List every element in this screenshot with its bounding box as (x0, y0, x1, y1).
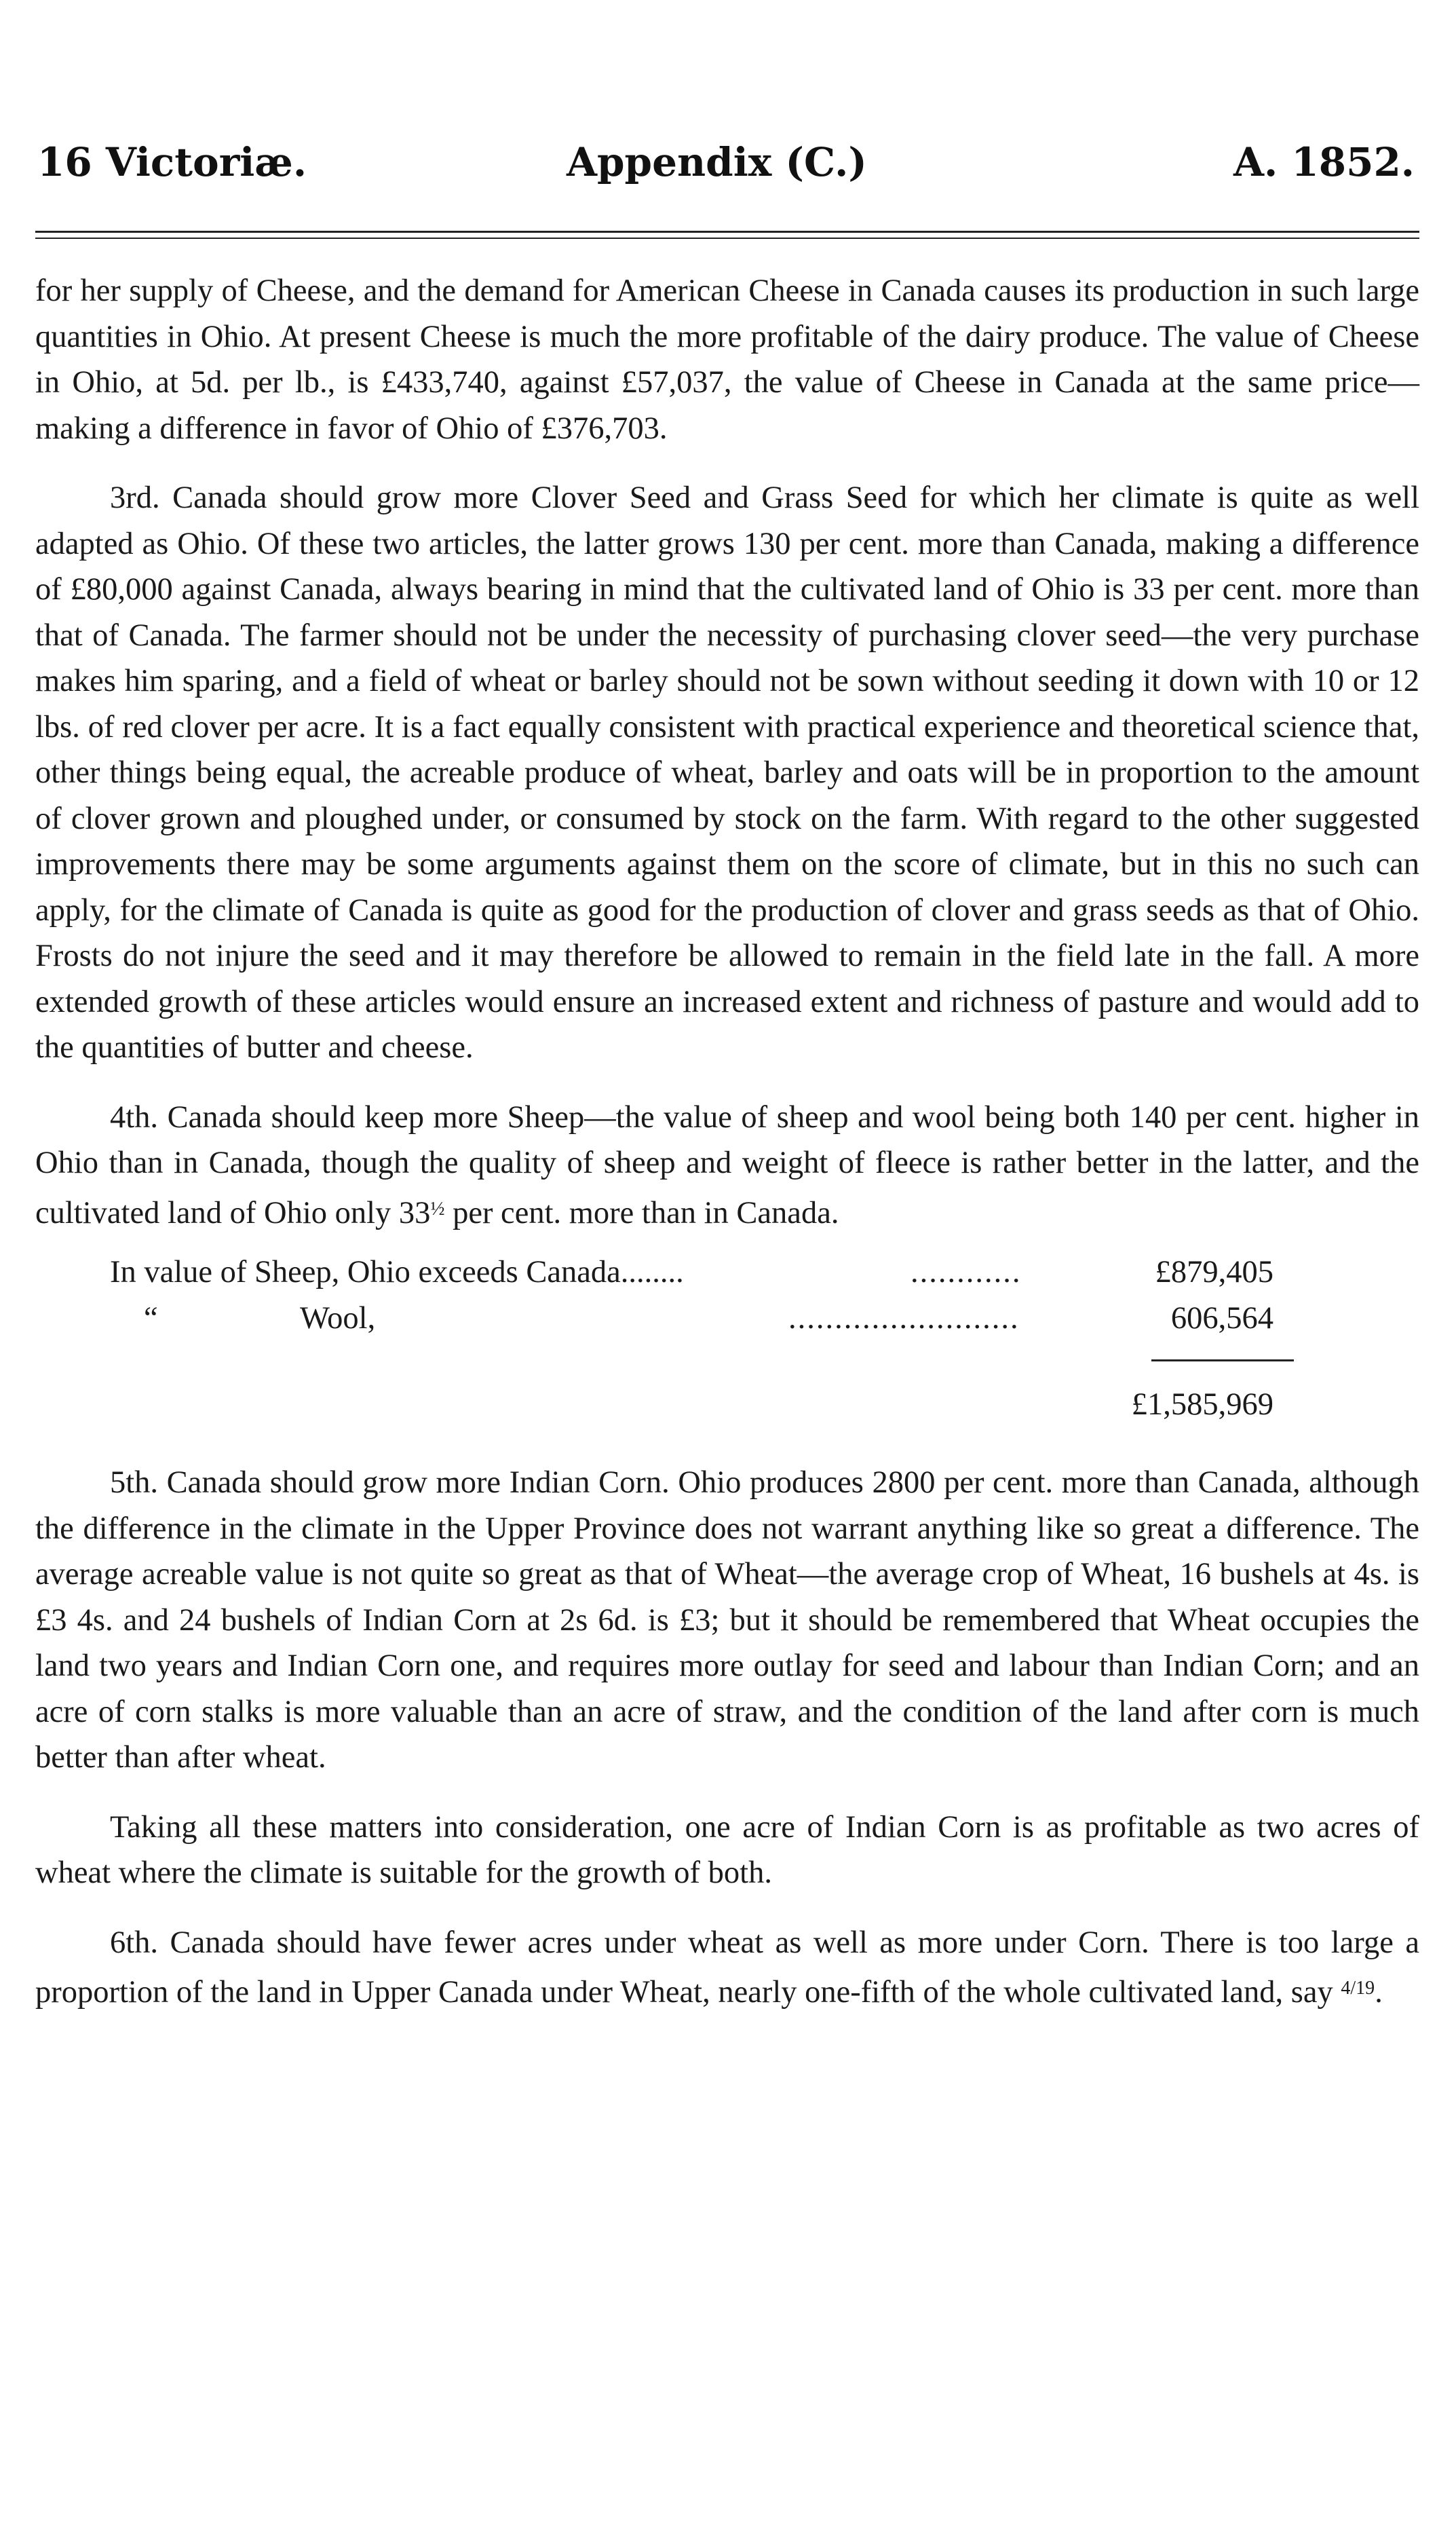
paragraph-sheep (35, 1095, 1419, 1237)
paragraph-cheese: for her supply of Cheese, and the demand for American Cheese in Canada causes its production in such large quantities in Ohio. At present Cheese is much the more profitable of the dairy produce. The value of Cheese in Ohio, at 5d. per lb., is £433,740, against £57,037, the value of Cheese in Canada at the same price—making a difference in favor of Ohio of £376,703. (35, 274, 1419, 446)
paragraph-sheep-text: 4th. Canada should keep more Sheep—the value of sheep and wool being both 140 per cent. higher in Ohio than in Canada, though the quality of sheep and weight of fleece is rather better in the latter, and the cultivated land of Ohio only 33 (35, 1099, 1419, 1230)
table-row-wool-label: Wool, (300, 1301, 376, 1336)
paragraph-indian-corn: 5th. Canada should grow more Indian Corn. Ohio produces 2800 per cent. more than Canada, although the difference in the climate in the Upper Province does not warrant anything like so great a difference. The average acreable value is not quite so great as that of Wheat—the average crop of Wheat, 16 bushels at 4s. is £3 4s. and 24 bushels of Indian Corn at 2s 6d. is £3; but it should be remembered that Wheat occupies the land two years and Indian Corn one, and requires more outlay for seed and labour than Indian Corn; and an acre of corn stalks is more valuable than an acre of straw, and the condition of the land after corn is much better than after wheat. (35, 1465, 1419, 1775)
paragraph-clover-seed: 3rd. Canada should grow more Clover Seed and Grass Seed for which her climate is quite as well adapted as Ohio. Of these two articles, the latter grows 130 per cent. more than Canada, making a difference of £80,000 against Canada, always bearing in mind that the cultivated land of Ohio is 33 per cent. more than that of Canada. The farmer should not be under the necessity of purchasing clover seed—the very purchase makes him sparing, and a field of wheat or barley should not be sown without seeding it down with 10 or 12 lbs. of red clover per acre. It is a fact equally consistent with practical experience and theoretical science that, other things being equal, the acreable produce of wheat, barley and oats will be in proportion to the amount of clover grown and ploughed under, or consumed by stock on the farm. With regard to the other suggested improvements there may be some arguments against them on the score of climate, but in this no such can apply, for the climate of Canada is quite as good for the production of clover and grass seeds as that of Ohio. Frosts do not injure the seed and it may therefore be allowed to remain in the field late in the fall. A more extended growth of these articles would ensure an increased extent and richness of pasture and would add to the quantities of butter and cheese. (35, 481, 1419, 1065)
table-row-sheep-value: £879,405 (1155, 1255, 1273, 1289)
header-year: A. 1852. (1233, 139, 1415, 185)
paragraph-wheat-text: 6th. Canada should have fewer acres under wheat as well as more under Corn. There is too large a proportion of the land in Upper Canada under Wheat, nearly one-fifth of the whole cultivated land, say (35, 1925, 1419, 2010)
table-ditto-mark: “ (144, 1301, 158, 1336)
table-row-wool-value: 606,564 (1170, 1301, 1273, 1336)
table-total-value: £1,585,969 (1131, 1387, 1273, 1422)
header-session: 16 Victoriæ. (37, 139, 307, 185)
table-sum-rule (1151, 1359, 1294, 1361)
header-appendix: Appendix (C.) (567, 139, 867, 185)
paragraph-wheat-tail: . (1375, 1975, 1383, 2010)
table-row-sheep-label: In value of Sheep, Ohio exceeds Canada........ (110, 1255, 684, 1289)
paragraph-sheep-tail: per cent. more than in Canada. (444, 1195, 839, 1230)
header-rule-top (35, 231, 1419, 233)
body-text (35, 268, 1419, 2016)
header-rule-bottom (35, 238, 1419, 239)
paragraph-wheat-acres (35, 1920, 1419, 2016)
page-header (37, 139, 1415, 200)
paragraph-consideration: Taking all these matters into consideration, one acre of Indian Corn is as profitable as two acres of wheat where the climate is suitable for the growth of both. (35, 1809, 1419, 1890)
table-row-wool-leader: ......................... (788, 1301, 1020, 1336)
fraction-four-nineteenths: 4/19 (1341, 1978, 1375, 1999)
table-row-sheep-leader: ............ (911, 1255, 1022, 1289)
sheep-wool-table (35, 1249, 1419, 1433)
fraction-one-half: ½ (430, 1198, 445, 1220)
